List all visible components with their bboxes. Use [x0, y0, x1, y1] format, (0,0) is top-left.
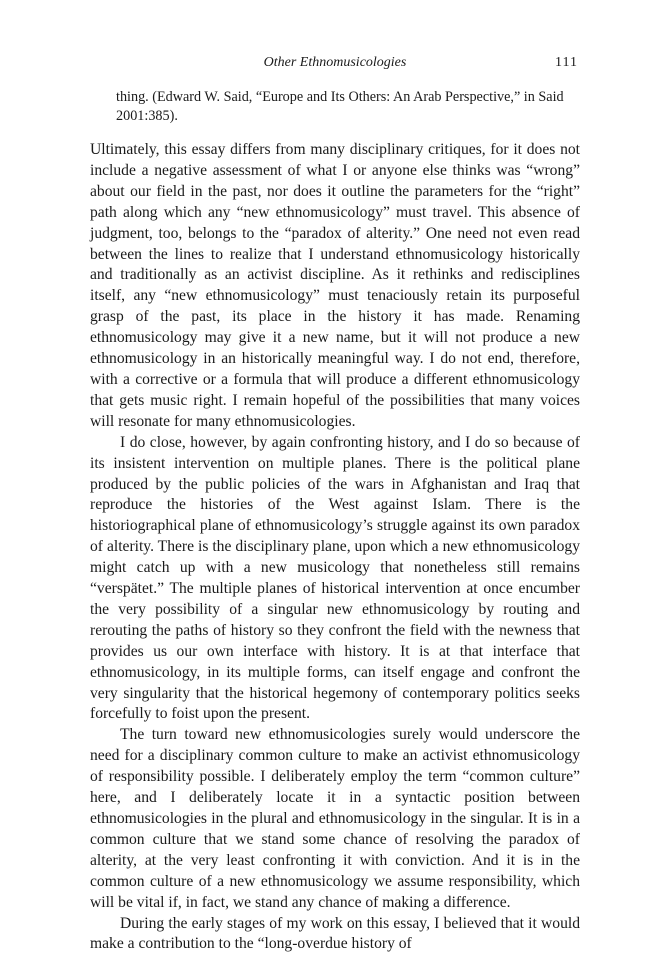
paragraph-2: I do close, however, by again confronting history, and I do so because of its insistent intervention on multiple planes. There is the political plane produced by the public policies of the wars in Afghanistan and Iraq that reproduce the histories of the West against Islam. There is the historiographical plane of ethnomusicology’s struggle against its own paradox of alterity. There is the disciplinary plane, upon which a new ethnomusicology might catch up with a new musicology that nonetheless still remains “verspätet.” The multiple planes of historical intervention at once encumber the very possibility of a singular new ethnomusicology by routing and rerouting the paths of history so they confront the field with the newness that provides us our own interface with history. It is at that interface that ethnomusicology, in its multiple forms, can itself engage and confront the very singularity that the historical hegemony of contemporary politics seeks forcefully to foist upon the present. — [90, 433, 580, 723]
block-quote-ending: thing. (Edward W. Said, “Europe and Its Others: An Arab Perspective,” in Said 2001:385). — [116, 89, 564, 124]
paragraph-3: The turn toward new ethnomusicologies surely would underscore the need for a disciplinary common culture to make an activist ethnomusicology of responsibility possible. I deliberately employ the term “common culture” here, and I deliberately locate it in a syntactic position between ethnomusicologies in the plural and ethnomusicology in the singular. It is in a common culture that we stand some chance of resolving the paradox of alterity, at the very least confronting it with conviction. And it is in the common culture of a new ethnomusicology we assume responsibility, which will be vital if, in fact, we stand any chance of making a difference. — [90, 726, 580, 911]
paragraph-4: During the early stages of my work on this essay, I believed that it would make a contribution to the “long-overdue history of — [90, 914, 580, 953]
running-header — [90, 54, 580, 74]
paragraph-1: Ultimately, this essay differs from many disciplinary critiques, for it does not include a negative assessment of what I or anyone else thinks was “wrong” about our field in the past, nor does it outline the parameters for the “right” path along which any “new ethnomusicology” must travel. This absence of judgment, too, belongs to the “paradox of alterity.” One need not even read between the lines to realize that I understand ethnomusicology historically and traditionally as an activist discipline. As it rethinks and redisciplines itself, any “new ethnomusicology” must tenaciously retain its purposeful grasp of the past, its place in the history it has made. Renaming ethnomusicology may give it a new name, but it will not produce a new ethnomusicology in an historically meaningful way. I do not end, therefore, with a corrective or a formula that will produce a different ethnomusicology that gets music right. I remain hopeful of the possibilities that many voices will resonate for many ethnomusicologies. — [90, 141, 580, 430]
body-text — [90, 140, 580, 955]
running-title: Other Ethnomusicologies — [263, 55, 407, 70]
page-number: 111 — [555, 55, 578, 70]
